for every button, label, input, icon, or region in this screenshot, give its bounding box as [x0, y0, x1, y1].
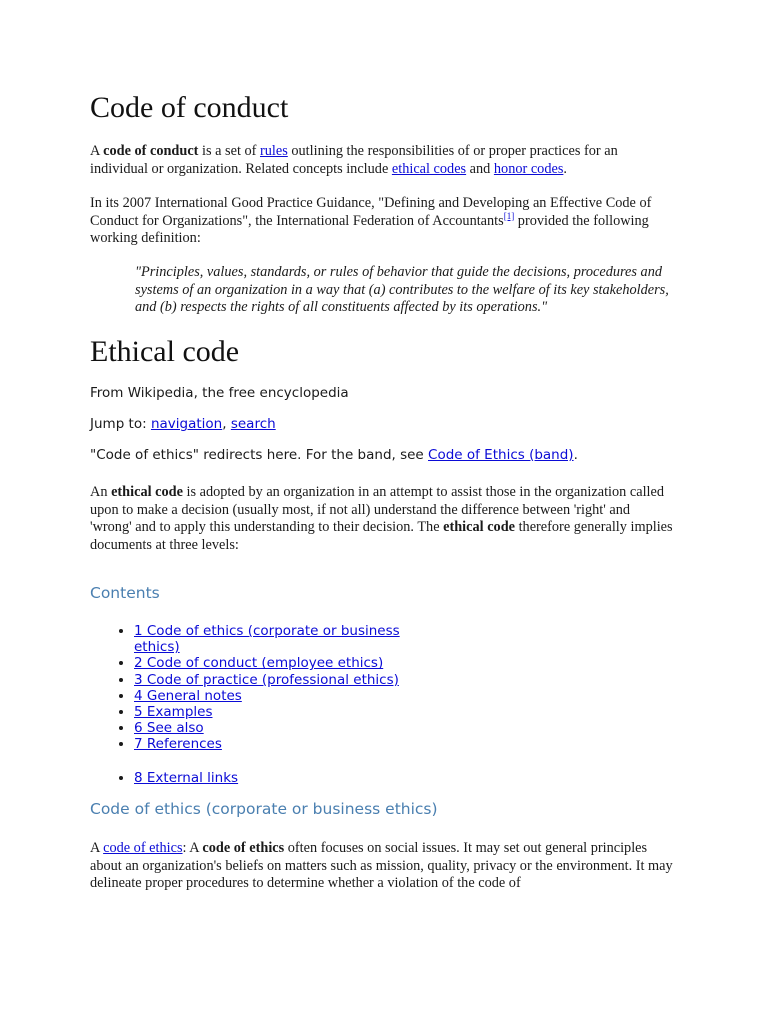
toc-link-1[interactable]: 1 Code of ethics (corporate or business ethics) — [134, 623, 400, 656]
link-rules[interactable]: rules — [259, 143, 288, 159]
text: therefore generally implies documents at three levels: — [90, 519, 673, 553]
text: An — [90, 484, 112, 500]
page-title-code-of-conduct: Code of conduct — [90, 91, 289, 124]
text: outlining the responsibilities of or proper practices for an individual or organization. Related concepts include — [90, 143, 618, 177]
ifac-paragraph — [90, 195, 675, 248]
link-search[interactable]: search — [230, 416, 276, 432]
toc-item[interactable] — [134, 704, 434, 720]
text: . — [573, 447, 578, 463]
bold-term: code of ethics — [202, 840, 285, 856]
table-of-contents-extra — [90, 770, 434, 786]
toc-item[interactable] — [134, 688, 434, 704]
toc-item[interactable] — [134, 623, 434, 655]
text: is adopted by an organization in an attempt to assist those in the organization called upon to make a decision (usually most, if not all) understand the difference between 'right' and 'wrong' and to apply this understanding to their decision. The — [90, 484, 665, 535]
toc-link-6[interactable]: 6 See also — [134, 720, 204, 737]
text: Jump to: — [90, 416, 151, 432]
contents-heading: Contents — [90, 584, 160, 602]
from-wikipedia-text: From Wikipedia, the free encyclopedia — [90, 385, 349, 401]
toc-link-7[interactable]: 7 References — [134, 736, 222, 753]
toc-link-8[interactable]: 8 External links — [134, 770, 239, 786]
toc-link-3[interactable]: 3 Code of practice (professional ethics) — [134, 671, 399, 688]
text: "Code of ethics" redirects here. For the band, see — [90, 447, 429, 463]
section-heading-code-of-ethics: Code of ethics (corporate or business ethics) — [90, 800, 438, 818]
toc-item[interactable] — [134, 736, 434, 752]
page-title-ethical-code: Ethical code — [90, 335, 240, 368]
code-of-ethics-paragraph — [90, 840, 675, 893]
table-of-contents — [90, 623, 434, 753]
reference-link[interactable]: [1] — [503, 210, 515, 221]
toc-link-4[interactable]: 4 General notes — [134, 687, 242, 704]
link-code-of-ethics-band[interactable]: Code of Ethics (band) — [428, 447, 574, 463]
link-honor-codes[interactable]: honor codes — [493, 160, 564, 177]
toc-item[interactable] — [134, 770, 434, 786]
text: In its 2007 International Good Practice Guidance, "Defining and Developing an Effective Code of Conduct for Organizations", the International Federation of Accountants — [90, 195, 652, 229]
redirect-note — [90, 447, 710, 464]
ethical-code-paragraph — [90, 484, 675, 554]
definition-quote: "Principles, values, standards, or rules of behavior that guide the decisions, procedures and systems of an organization in a way that (a) contributes to the welfare of its key stakeholders, and (b) respects the rights of all constituents affected by its operations." — [135, 264, 669, 315]
link-navigation[interactable]: navigation — [150, 416, 223, 432]
bold-term: ethical code — [443, 519, 515, 535]
text: often focuses on social issues. It may set out general principles about an organization's beliefs on matters such as mission, quality, privacy or the environment. It may delineate proper procedures to determine whether a violation of the code of — [90, 840, 673, 891]
bold-term: code of conduct — [103, 143, 199, 159]
text: A — [90, 143, 104, 159]
text: : A — [182, 840, 203, 856]
toc-item[interactable] — [134, 655, 434, 671]
text: is a set of — [198, 143, 260, 159]
text: , — [222, 416, 231, 432]
text: provided the following working definition: — [90, 212, 649, 246]
intro-paragraph — [90, 143, 675, 178]
text: A — [90, 840, 104, 856]
toc-link-5[interactable]: 5 Examples — [134, 704, 213, 721]
toc-item[interactable] — [134, 672, 434, 688]
jump-to-line — [90, 416, 710, 433]
text: and — [466, 160, 494, 177]
bold-term: ethical code — [111, 484, 183, 500]
toc-link-2[interactable]: 2 Code of conduct (employee ethics) — [134, 655, 384, 672]
link-code-of-ethics[interactable]: code of ethics — [103, 840, 183, 856]
text: . — [563, 160, 567, 177]
link-ethical-codes[interactable]: ethical codes — [391, 160, 467, 177]
toc-item[interactable] — [134, 720, 434, 736]
